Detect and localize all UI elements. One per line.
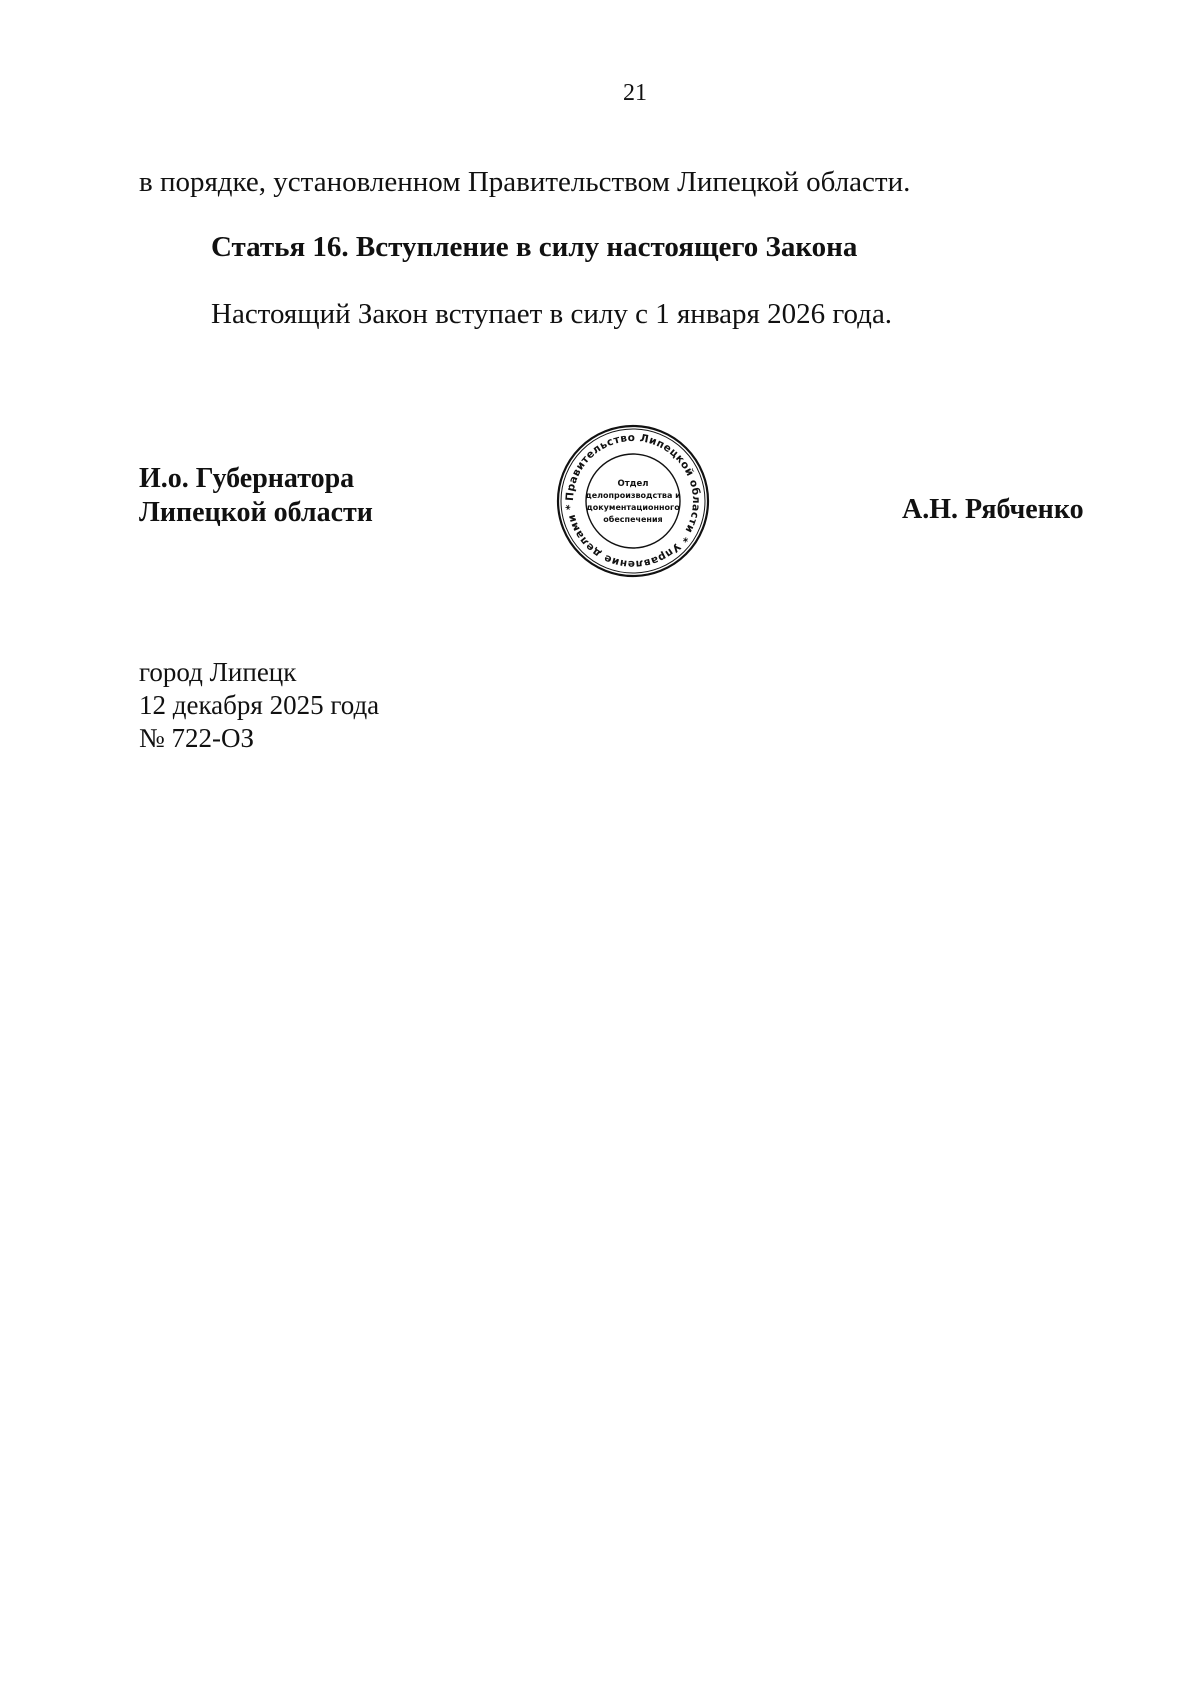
article-body: Настоящий Закон вступает в силу с 1 января 2026 года. [211, 298, 893, 330]
seal-inner-line-3: документационного [586, 503, 680, 512]
seal-inner-line-2: делопроизводства и [585, 491, 681, 500]
footer-city: город Липецк [139, 657, 297, 687]
svg-text:Правительство Липецкой области [564, 432, 702, 570]
signatory-title-line-1: И.о. Губернатора [139, 463, 355, 494]
footer-law-number: № 722-ОЗ [139, 723, 255, 753]
footer-date: 12 декабря 2025 года [139, 690, 380, 720]
signatory-title [139, 462, 373, 530]
page-number: 21 [623, 80, 647, 106]
official-seal-stamp [556, 424, 710, 578]
seal-inner-line-1: Отдел [617, 479, 649, 489]
document-footer [139, 656, 379, 755]
seal-outer-text: Правительство Липецкой области * Управление делами * [563, 431, 703, 571]
signatory-name: А.Н. Рябченко [902, 494, 1084, 525]
signatory-title-line-2: Липецкой области [139, 497, 373, 528]
continuation-paragraph: в порядке, установленном Правительством Липецкой области. [139, 166, 911, 198]
seal-inner-line-4: обеспечения [603, 515, 663, 524]
article-heading: Статья 16. Вступление в силу настоящего Закона [211, 231, 858, 263]
